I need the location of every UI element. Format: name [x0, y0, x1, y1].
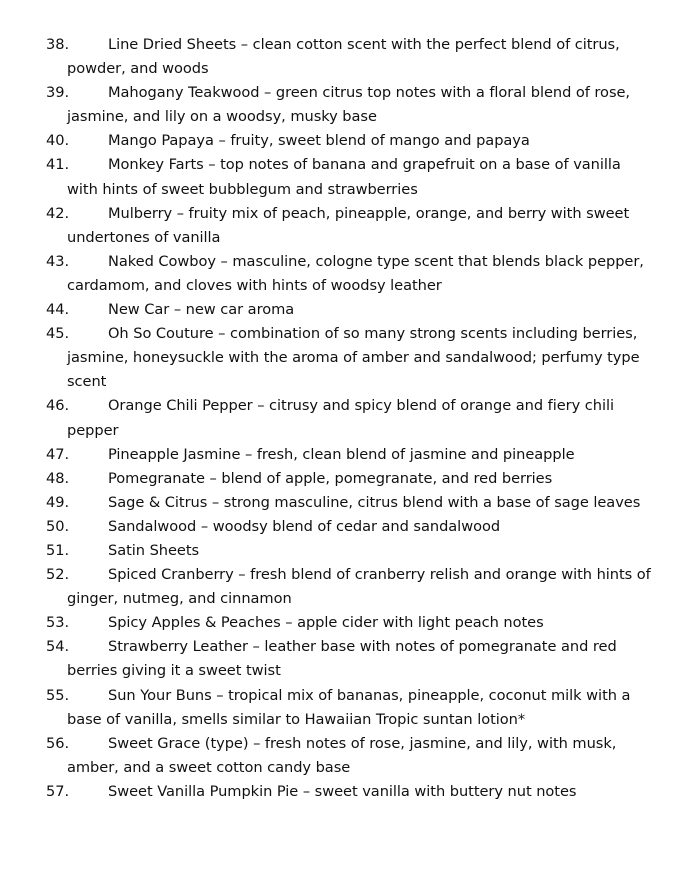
- item-number: 39.: [46, 84, 70, 102]
- list-item: [46, 611, 656, 635]
- item-number: 46.: [46, 397, 70, 415]
- item-text: Sandalwood – woodsy blend of cedar and sandalwood: [108, 517, 501, 535]
- item-number: 54.: [46, 638, 70, 656]
- item-text: Sage & Citrus – strong masculine, citrus blend with a base of sage leaves: [108, 493, 641, 511]
- item-text: Spicy Apples & Peaches – apple cider with light peach notes: [108, 614, 544, 632]
- item-number: 38.: [46, 36, 70, 53]
- list-item: [46, 322, 656, 394]
- item-text: Satin Sheets: [108, 541, 200, 559]
- item-text: Strawberry Leather – leather base with notes of pomegranate and red berries giving it a sweet twist: [67, 638, 617, 680]
- item-number: 48.: [46, 469, 70, 487]
- list-item: [46, 33, 656, 81]
- list-item: [46, 298, 656, 322]
- item-number: 45.: [46, 325, 70, 343]
- item-number: 42.: [46, 204, 70, 222]
- list-item: [46, 563, 656, 611]
- list-item: [46, 732, 656, 780]
- item-number: 50.: [46, 517, 70, 535]
- item-text: New Car – new car aroma: [108, 301, 295, 319]
- item-text: Oh So Couture – combination of so many strong scents including berries, jasmine, honeysuckle with the aroma of amber and sandalwood; perfumy type scent: [67, 325, 640, 391]
- item-text: Sun Your Buns – tropical mix of bananas, pineapple, coconut milk with a base of vanilla, smells similar to Hawaiian Tropic suntan lotion*: [67, 686, 631, 728]
- list-item: [46, 250, 656, 298]
- item-number: 44.: [46, 301, 70, 319]
- list-item: [46, 443, 656, 467]
- list-item: [46, 635, 656, 683]
- list-item: [46, 539, 656, 563]
- list-item: [46, 202, 656, 250]
- item-text: Line Dried Sheets – clean cotton scent with the perfect blend of citrus, powder, and woods: [67, 36, 620, 78]
- list-item: [46, 780, 656, 804]
- item-text: Mahogany Teakwood – green citrus top notes with a floral blend of rose, jasmine, and lily on a woodsy, musky base: [67, 84, 631, 126]
- item-number: 52.: [46, 566, 70, 584]
- item-text: Sweet Grace (type) – fresh notes of rose, jasmine, and lily, with musk, amber, and a sweet cotton candy base: [67, 734, 617, 776]
- list-item: [46, 491, 656, 515]
- item-text: Pomegranate – blend of apple, pomegranate, and red berries: [108, 469, 553, 487]
- item-text: Mulberry – fruity mix of peach, pineapple, orange, and berry with sweet undertones of vanilla: [67, 204, 630, 246]
- list-item: [46, 515, 656, 539]
- item-number: 40.: [46, 132, 70, 150]
- item-text: Monkey Farts – top notes of banana and grapefruit on a base of vanilla with hints of sweet bubblegum and strawberries: [67, 156, 621, 198]
- item-text: Spiced Cranberry – fresh blend of cranberry relish and orange with hints of ginger, nutmeg, and cinnamon: [67, 566, 651, 608]
- list-item: [46, 467, 656, 491]
- item-number: 47.: [46, 445, 70, 463]
- item-number: 57.: [46, 782, 70, 800]
- list-item: [46, 81, 656, 129]
- scent-list: [46, 33, 656, 804]
- item-text: Sweet Vanilla Pumpkin Pie – sweet vanilla with buttery nut notes: [108, 782, 577, 800]
- item-text: Mango Papaya – fruity, sweet blend of mango and papaya: [108, 132, 530, 150]
- list-item: [46, 394, 656, 442]
- item-text: Orange Chili Pepper – citrusy and spicy blend of orange and fiery chili pepper: [67, 397, 614, 439]
- item-text: Pineapple Jasmine – fresh, clean blend of jasmine and pineapple: [108, 445, 575, 463]
- item-number: 53.: [46, 614, 70, 632]
- item-number: 55.: [46, 686, 70, 704]
- item-number: 56.: [46, 734, 70, 752]
- list-item: [46, 129, 656, 153]
- item-text: Naked Cowboy – masculine, cologne type scent that blends black pepper, cardamom, and cloves with hints of woodsy leather: [67, 252, 644, 294]
- item-number: 41.: [46, 156, 70, 174]
- item-number: 43.: [46, 252, 70, 270]
- list-item: [46, 684, 656, 732]
- list-item: [46, 153, 656, 201]
- item-number: 51.: [46, 541, 70, 559]
- item-number: 49.: [46, 493, 70, 511]
